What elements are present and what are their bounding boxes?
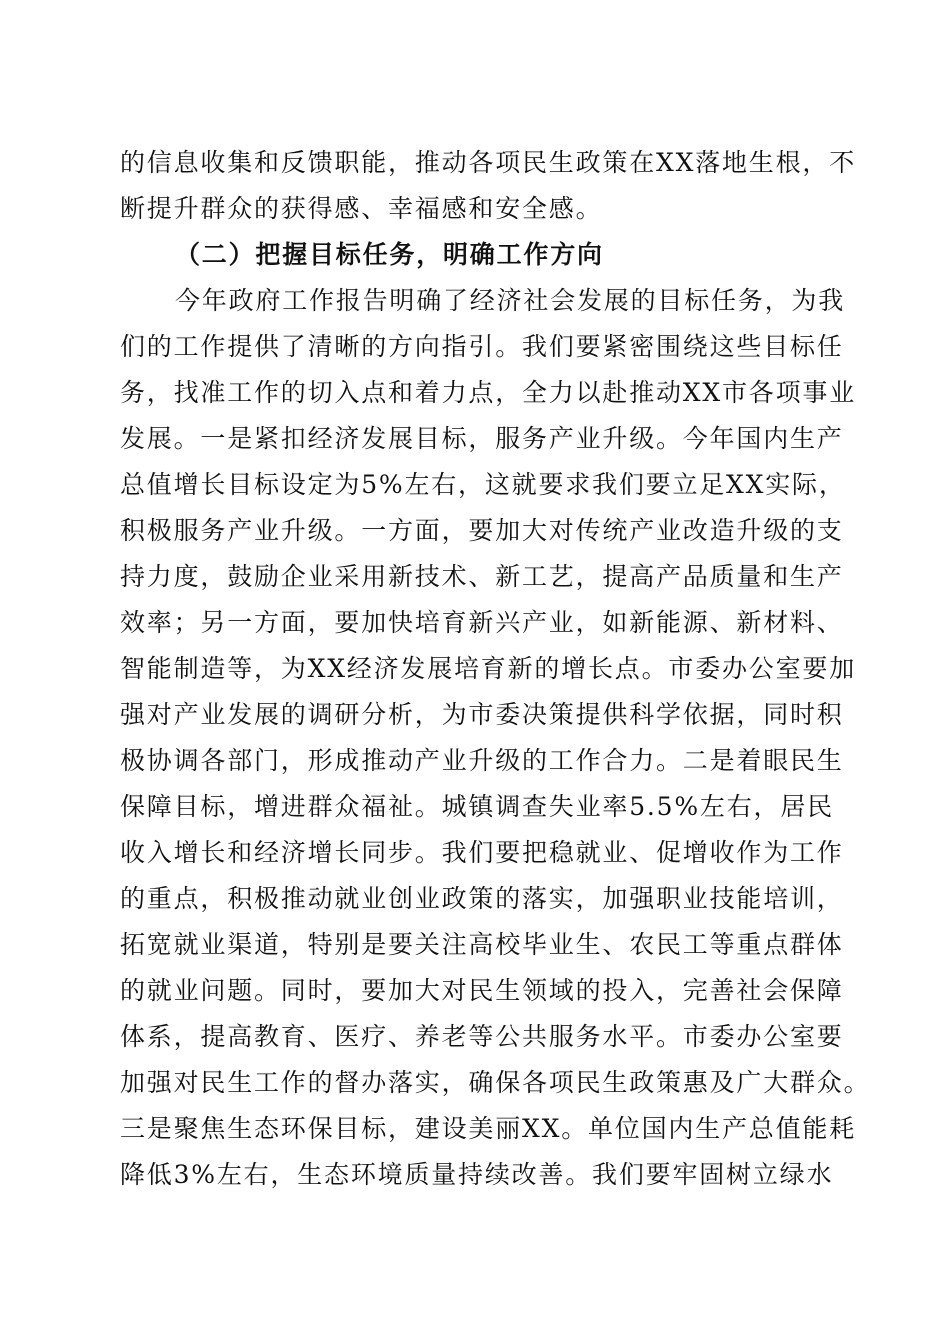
text-line: 务，找准工作的切入点和着力点，全力以赴推动XX市各项事业: [120, 378, 856, 407]
text-line: 们的工作提供了清晰的方向指引。我们要紧密围绕这些目标任: [120, 332, 844, 361]
text-line: 体系，提高教育、医疗、养老等公共服务水平。市委办公室要: [120, 1022, 844, 1051]
text-line: 加强对民生工作的督办落实，确保各项民生政策惠及广大群众。: [120, 1068, 871, 1097]
text-line: 收入增长和经济增长同步。我们要把稳就业、促增收作为工作: [120, 838, 844, 867]
text-line: 断提升群众的获得感、幸福感和安全感。: [120, 194, 603, 223]
text-line: 的信息收集和反馈职能，推动各项民生政策在XX落地生根，不: [120, 148, 856, 177]
text-line: 总值增长目标设定为5%左右，这就要求我们要立足XX实际，: [120, 470, 846, 499]
text-line: 效率；另一方面，要加快培育新兴产业，如新能源、新材料、: [120, 608, 844, 637]
text-line: 的重点，积极推动就业创业政策的落实，加强职业技能培训，: [120, 884, 844, 913]
text-line: 保障目标，增进群众福祉。城镇调查失业率5.5%左右，居民: [120, 792, 834, 821]
text-line: 降低3%左右，生态环境质量持续改善。我们要牢固树立绿水: [120, 1160, 834, 1189]
text-line: 今年政府工作报告明确了经济社会发展的目标任务，为我: [175, 286, 846, 315]
text-line: 强对产业发展的调研分析，为市委决策提供科学依据，同时积: [120, 700, 844, 729]
text-line: 极协调各部门，形成推动产业升级的工作合力。二是着眼民生: [120, 746, 844, 775]
text-line: 发展。一是紧扣经济发展目标，服务产业升级。今年国内生产: [120, 424, 844, 453]
section-heading: （二）把握目标任务，明确工作方向: [175, 240, 604, 269]
text-line: 拓宽就业渠道，特别是要关注高校毕业生、农民工等重点群体: [120, 930, 844, 959]
text-line: 智能制造等，为XX经济发展培育新的增长点。市委办公室要加: [120, 654, 856, 683]
body-text: [120, 0, 871, 1189]
text-line: 的就业问题。同时，要加大对民生领域的投入，完善社会保障: [120, 976, 844, 1005]
text-line: 三是聚焦生态环保目标，建设美丽XX。单位国内生产总值能耗: [120, 1114, 856, 1143]
text-line: 积极服务产业升级。一方面，要加大对传统产业改造升级的支: [120, 516, 844, 545]
text-line: 持力度，鼓励企业采用新技术、新工艺，提高产品质量和生产: [120, 562, 844, 591]
